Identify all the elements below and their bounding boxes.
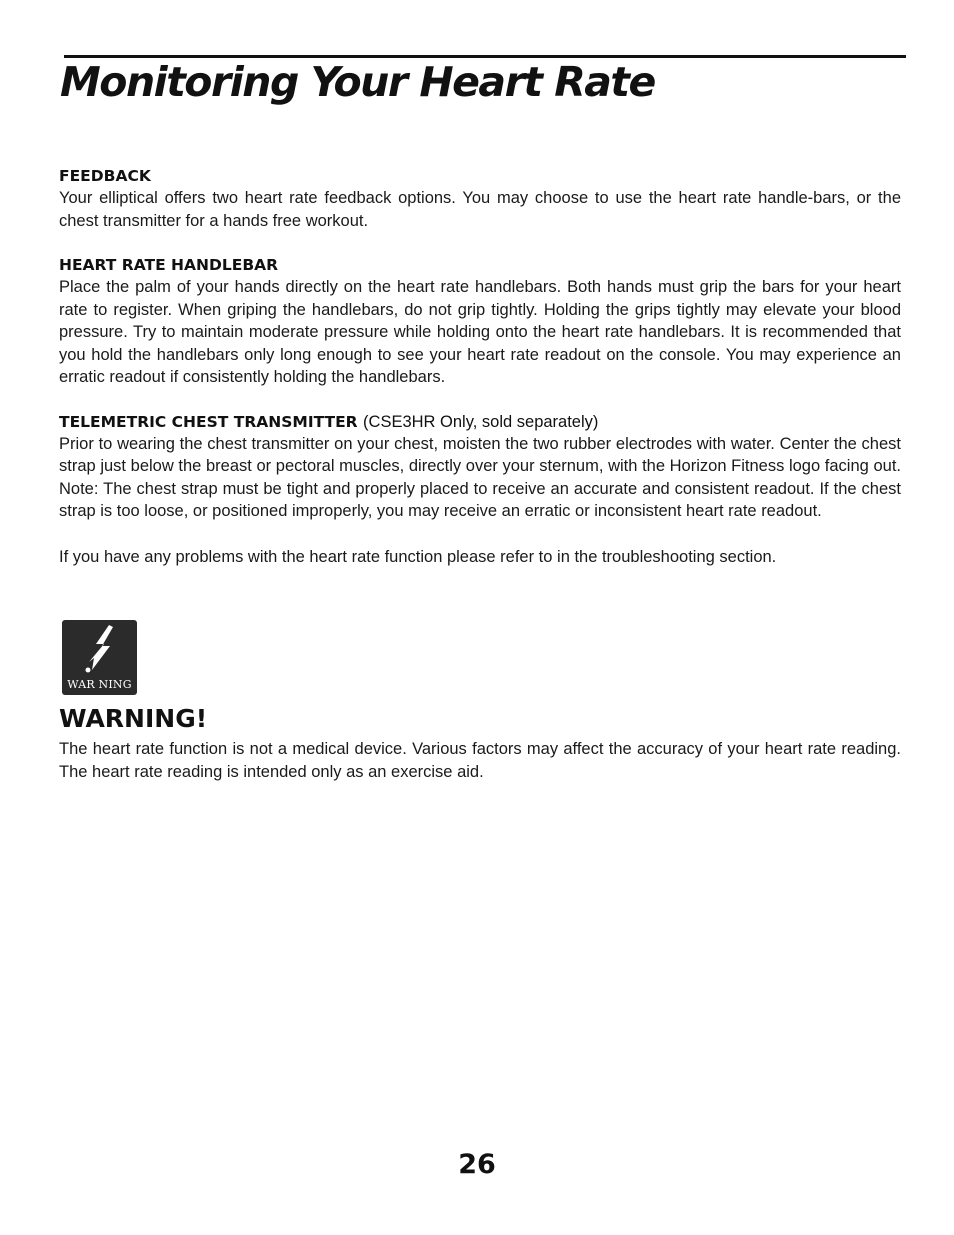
paragraph-spacer: [59, 523, 901, 546]
warning-icon-label: WAR NING: [67, 678, 132, 691]
lightning-bolt-icon: [62, 620, 137, 695]
chest-transmitter-heading-line: [59, 411, 901, 433]
page-title: Monitoring Your Heart Rate: [60, 58, 655, 106]
main-content: [59, 165, 901, 590]
handlebar-body: Place the palm of your hands directly on the heart rate handlebars. Both hands must grip the bars for your heart rate to register. When griping the handlebars, do not grip tightly. Holding the grips tightly may elevate your blood pressure. Try to maintain moderate pressure while holding onto the heart rate handlebars. It is recommended that you hold the handlebars only long enough to see your heart rate readout on the console. You may experience an erratic readout if consistently holding the handlebars.: [59, 278, 901, 386]
warning-heading: WARNING!: [59, 704, 208, 733]
feedback-heading: FEEDBACK: [59, 167, 151, 185]
lightning-bolt-glyph: [76, 624, 124, 674]
chest-transmitter-heading: TELEMETRIC CHEST TRANSMITTER: [59, 412, 358, 431]
chest-transmitter-note: (CSE3HR Only, sold separately): [363, 412, 599, 431]
feedback-body: Your elliptical offers two heart rate feedback options. You may choose to use the heart rate handle-bars, or the chest transmitter for a hands free workout.: [59, 189, 901, 230]
warning-body: The heart rate function is not a medical device. Various factors may affect the accuracy of your heart rate reading. The heart rate reading is intended only as an exercise aid.: [59, 740, 901, 781]
feedback-section: [59, 165, 901, 232]
warning-section: [59, 703, 901, 783]
page-number: 26: [458, 1149, 496, 1180]
troubleshooting-note: If you have any problems with the heart rate function please refer to in the troubleshooting section.: [59, 547, 777, 566]
handlebar-heading: HEART RATE HANDLEBAR: [59, 256, 279, 274]
handlebar-section: [59, 254, 901, 389]
chest-transmitter-body: Prior to wearing the chest transmitter on your chest, moisten the two rubber electrodes with water. Center the chest strap just below the breast or pectoral muscles, directly over your sternum, with the Horizon Fitness logo facing out. Note: The chest strap must be tight and properly placed to receive an accurate and consistent readout. If the chest strap is too loose, or positioned improperly, you may receive an erratic or inconsistent heart rate readout.: [59, 434, 901, 520]
chest-transmitter-section: [59, 411, 901, 569]
